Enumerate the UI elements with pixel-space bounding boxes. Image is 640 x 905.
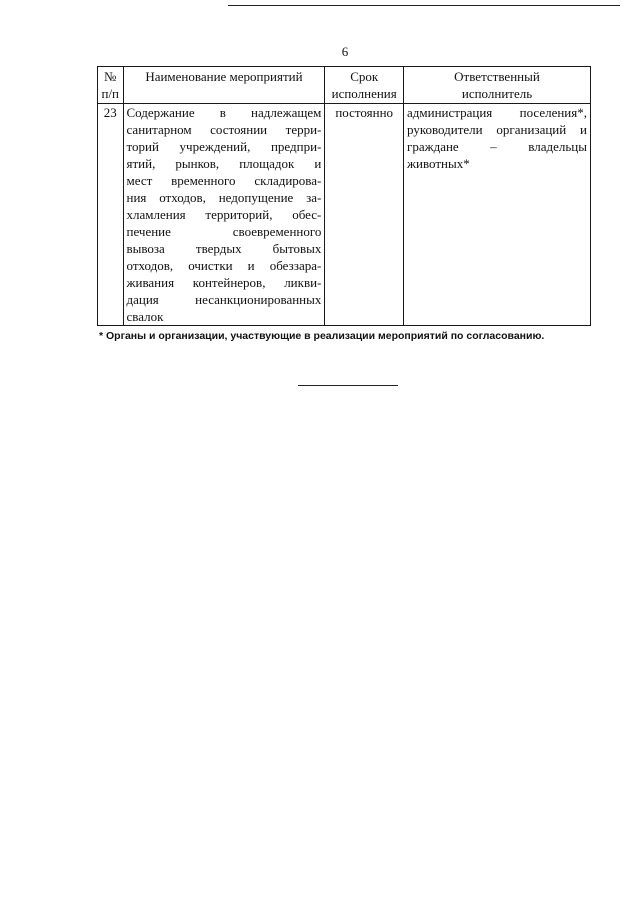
header-number — [98, 67, 124, 104]
activity-line: отходов, очистки и обеззара- — [126, 258, 322, 273]
header-responsible-line2: исполнитель — [461, 86, 533, 101]
row-activity-name — [123, 104, 325, 326]
header-number-line2: п/п — [101, 86, 120, 101]
activity-line: ния отходов, недопущение за- — [126, 190, 322, 205]
end-rule — [298, 385, 398, 386]
header-responsible — [404, 67, 591, 104]
activity-line: вывоза твердых бытовых — [126, 241, 322, 256]
page-number: 6 — [341, 44, 349, 59]
row-responsible: администрация поселения*, руководители организаций и граждане – владельцы животных* — [404, 104, 591, 326]
row-deadline: постоянно — [325, 104, 404, 326]
activities-table — [97, 66, 591, 326]
header-deadline-line2: исполнения — [331, 86, 397, 101]
header-number-line1: № — [104, 69, 117, 84]
header-deadline — [325, 67, 404, 104]
activity-line: торий учреждений, предпри- — [126, 139, 322, 154]
activity-line: ятий, рынков, площадок и — [126, 156, 322, 171]
row-number: 23 — [98, 104, 124, 326]
activity-line: санитарном состоянии терри- — [126, 122, 322, 137]
table-header-row — [98, 67, 591, 104]
activity-line: дация несанкционированных — [126, 292, 322, 307]
table-row — [98, 104, 591, 326]
header-deadline-line1: Срок — [350, 69, 379, 84]
activity-line: печение своевременного — [126, 224, 322, 239]
top-rule — [228, 5, 620, 6]
activity-line: свалок — [126, 309, 164, 324]
activity-line: хламления территорий, обес- — [126, 207, 322, 222]
header-activity-name — [123, 67, 325, 104]
header-activity-name-text: Наименование мероприятий — [145, 69, 303, 84]
activity-line: живания контейнеров, ликви- — [126, 275, 322, 290]
activity-line: Содержание в надлежащем — [126, 105, 322, 120]
header-responsible-line1: Ответственный — [454, 69, 540, 84]
footnote: * Органы и организации, участвующие в реализации мероприятий по согласованию. — [99, 330, 545, 342]
activity-line: мест временного складирова- — [126, 173, 322, 188]
